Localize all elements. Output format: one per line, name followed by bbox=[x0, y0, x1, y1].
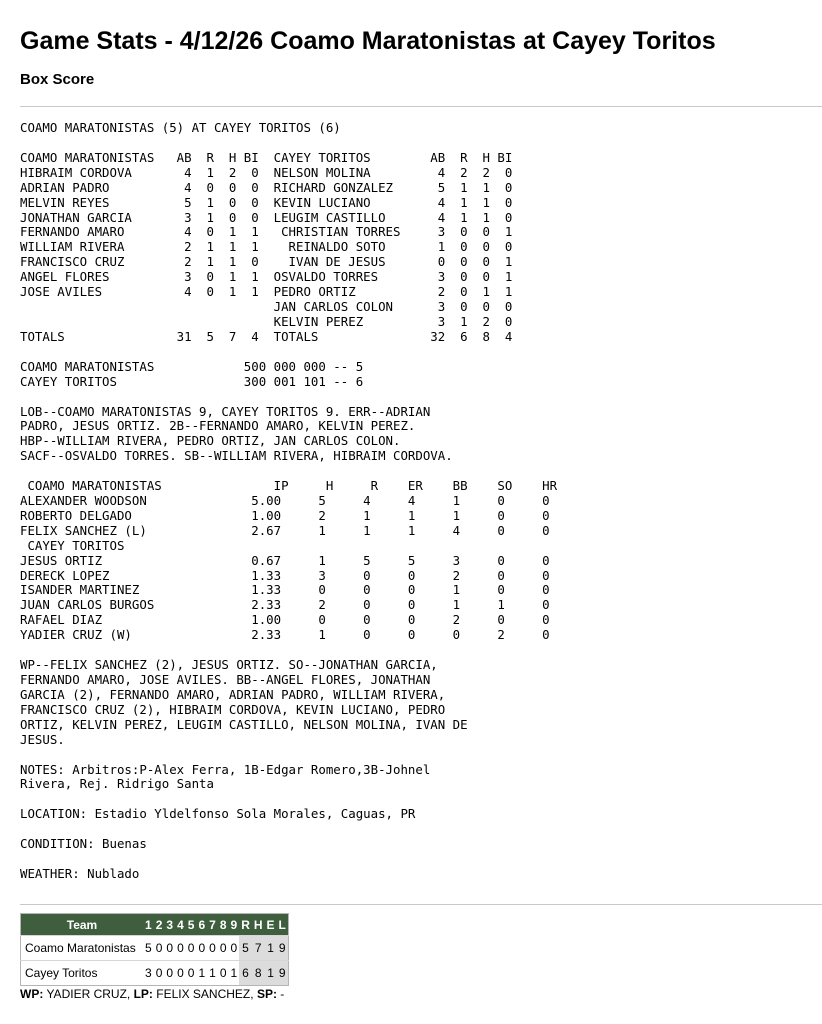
inning-score: 0 bbox=[186, 961, 197, 986]
inning-score: 0 bbox=[154, 961, 165, 986]
page-title: Game Stats - 4/12/26 Coamo Maratonistas at Cayey Toritos bbox=[20, 27, 716, 55]
inning-score: 0 bbox=[164, 936, 175, 961]
total-lob: 9 bbox=[277, 936, 289, 961]
lp-value: FELIX SANCHEZ, bbox=[152, 987, 257, 1002]
sp-value: - bbox=[276, 987, 285, 1002]
total-hits: 8 bbox=[252, 961, 265, 986]
header-inning-1: 1 bbox=[143, 914, 154, 936]
pitching-table: COAMO MARATONISTAS IP H R ER BB SO HR ALEXANDER WOODSON 5.00 5 4 4 1 0 0 ROBERTO DELGADO 1.00 2 1 1 1 0 0 FELIX SANCHEZ (L) 2.67 1 1 1 4 0 0 CAYEY TORITOS JESUS ORTIZ 0.67 1 5 5 3 0 0 DERECK LOPEZ 1.33 3 0 0 2 0 0 ISANDER MARTINEZ 1.33 0 0 0 1 0 0 JUAN CARLOS BURGOS 2.33 2 0 0 1 1 0 RAFAEL DIAZ 1.00 0 0 0 2 0 0 YADIER CRUZ (W) 2.33 1 0 0 0 2 0 bbox=[20, 478, 558, 643]
pitcher-decisions bbox=[20, 987, 802, 1001]
lp-label: LP: bbox=[133, 987, 153, 1002]
inning-score: 0 bbox=[164, 961, 175, 986]
table-row bbox=[21, 936, 289, 961]
inning-score: 0 bbox=[175, 961, 186, 986]
header-hits: H bbox=[252, 914, 265, 936]
linescore-table bbox=[20, 913, 289, 986]
condition-line: CONDITION: Buenas bbox=[20, 836, 147, 852]
inning-score: 0 bbox=[196, 936, 207, 961]
total-runs: 6 bbox=[239, 961, 252, 986]
team-name: Cayey Toritos bbox=[21, 961, 144, 986]
inning-score: 0 bbox=[186, 936, 197, 961]
total-hits: 7 bbox=[252, 936, 265, 961]
header-inning-7: 7 bbox=[207, 914, 218, 936]
wp-value: YADIER CRUZ, bbox=[43, 987, 134, 1002]
inning-score: 1 bbox=[196, 961, 207, 986]
inning-score: 0 bbox=[218, 961, 229, 986]
header-inning-6: 6 bbox=[196, 914, 207, 936]
inning-score: 0 bbox=[207, 936, 218, 961]
batting-table: COAMO MARATONISTAS AB R H BI CAYEY TORITOS AB R H BI HIBRAIM CORDOVA 4 1 2 0 NELSON MOLINA 4 2 2 0 ADRIAN PADRO 4 0 0 0 RICHARD GONZALEZ 5 1 1 0 MELVIN REYES 5 1 0 0 KEVIN LUCIANO 4 1 1 0 JONATHAN GARCIA 3 1 0 0 LEUGIM CASTILLO 4 1 1 0 FERNANDO AMARO 4 0 1 1 CHRISTIAN TORRES 3 0 0 1 WILLIAM RIVERA 2 1 1 1 REINALDO SOTO 1 0 0 0 FRANCISCO CRUZ 2 1 1 0 IVAN DE JESUS 0 0 0 1 ANGEL FLORES 3 0 1 1 OSVALDO TORRES 3 0 0 1 JOSE AVILES 4 0 1 1 PEDRO ORTIZ 2 0 1 1 JAN CARLOS COLON 3 0 0 0 KELVIN PEREZ 3 1 2 0 TOTALS 31 5 7 4 TOTALS 32 6 8 4 bbox=[20, 149, 513, 344]
divider-bottom bbox=[20, 904, 822, 905]
matchup-line: COAMO MARATONISTAS (5) AT CAYEY TORITOS (6) bbox=[20, 120, 341, 135]
line-score-text: COAMO MARATONISTAS 500 000 000 -- 5 CAYEY TORITOS 300 001 101 -- 6 bbox=[20, 358, 364, 389]
weather-line: WEATHER: Nublado bbox=[20, 866, 140, 882]
header-inning-5: 5 bbox=[186, 914, 197, 936]
header-inning-3: 3 bbox=[164, 914, 175, 936]
game-notes: LOB--COAMO MARATONISTAS 9, CAYEY TORITOS 9. ERR--ADRIAN PADRO, JESUS ORTIZ. 2B--FERNANDO AMARO, KELVIN PEREZ. HBP--WILLIAM RIVERA, PEDRO ORTIZ, JAN CARLOS COLON. SACF--OSVALDO TORRES. SB--WILLIAM RIVERA, HIBRAIM CORDOVA. bbox=[20, 403, 453, 464]
table-row bbox=[21, 961, 289, 986]
inning-score: 0 bbox=[229, 936, 240, 961]
inning-score: 1 bbox=[207, 961, 218, 986]
header-inning-4: 4 bbox=[175, 914, 186, 936]
box-score-text bbox=[0, 121, 822, 882]
header-errors: E bbox=[265, 914, 277, 936]
inning-score: 0 bbox=[175, 936, 186, 961]
total-runs: 5 bbox=[239, 936, 252, 961]
total-errors: 1 bbox=[265, 936, 277, 961]
wp-label: WP: bbox=[20, 987, 44, 1002]
total-lob: 9 bbox=[277, 961, 289, 986]
inning-score: 1 bbox=[229, 961, 240, 986]
header-inning-2: 2 bbox=[154, 914, 165, 936]
location-line: LOCATION: Estadio Yldelfonso Sola Morales, Caguas, PR bbox=[20, 806, 416, 822]
divider-top bbox=[20, 106, 822, 107]
header-runs: R bbox=[239, 914, 252, 936]
sp-label: SP: bbox=[256, 987, 277, 1002]
header-lob: L bbox=[277, 914, 289, 936]
linescore-header-row bbox=[21, 914, 289, 936]
inning-score: 0 bbox=[218, 936, 229, 961]
inning-score: 5 bbox=[143, 936, 154, 961]
header-team: Team bbox=[21, 914, 144, 936]
section-title: Box Score bbox=[20, 71, 95, 88]
header-inning-9: 9 bbox=[229, 914, 240, 936]
pitching-notes: WP--FELIX SANCHEZ (2), JESUS ORTIZ. SO--JONATHAN GARCIA, FERNANDO AMARO, JOSE AVILES. BB--ANGEL FLORES, JONATHAN GARCIA (2), FERNANDO AMARO, ADRIAN PADRO, WILLIAM RIVERA, FRANCISCO CRUZ (2), HIBRAIM CORDOVA, KEVIN LUCIANO, PEDRO ORTIZ, KELVIN PEREZ, LEUGIM CASTILLO, NELSON MOLINA, IVAN DE JESUS. bbox=[20, 657, 468, 747]
umpire-notes: NOTES: Arbitros:P-Alex Ferra, 1B-Edgar Romero,3B-Johnel Rivera, Rej. Ridrigo Santa bbox=[20, 761, 431, 792]
team-name: Coamo Maratonistas bbox=[21, 936, 144, 961]
header-inning-8: 8 bbox=[218, 914, 229, 936]
inning-score: 3 bbox=[143, 961, 154, 986]
total-errors: 1 bbox=[265, 961, 277, 986]
inning-score: 0 bbox=[154, 936, 165, 961]
